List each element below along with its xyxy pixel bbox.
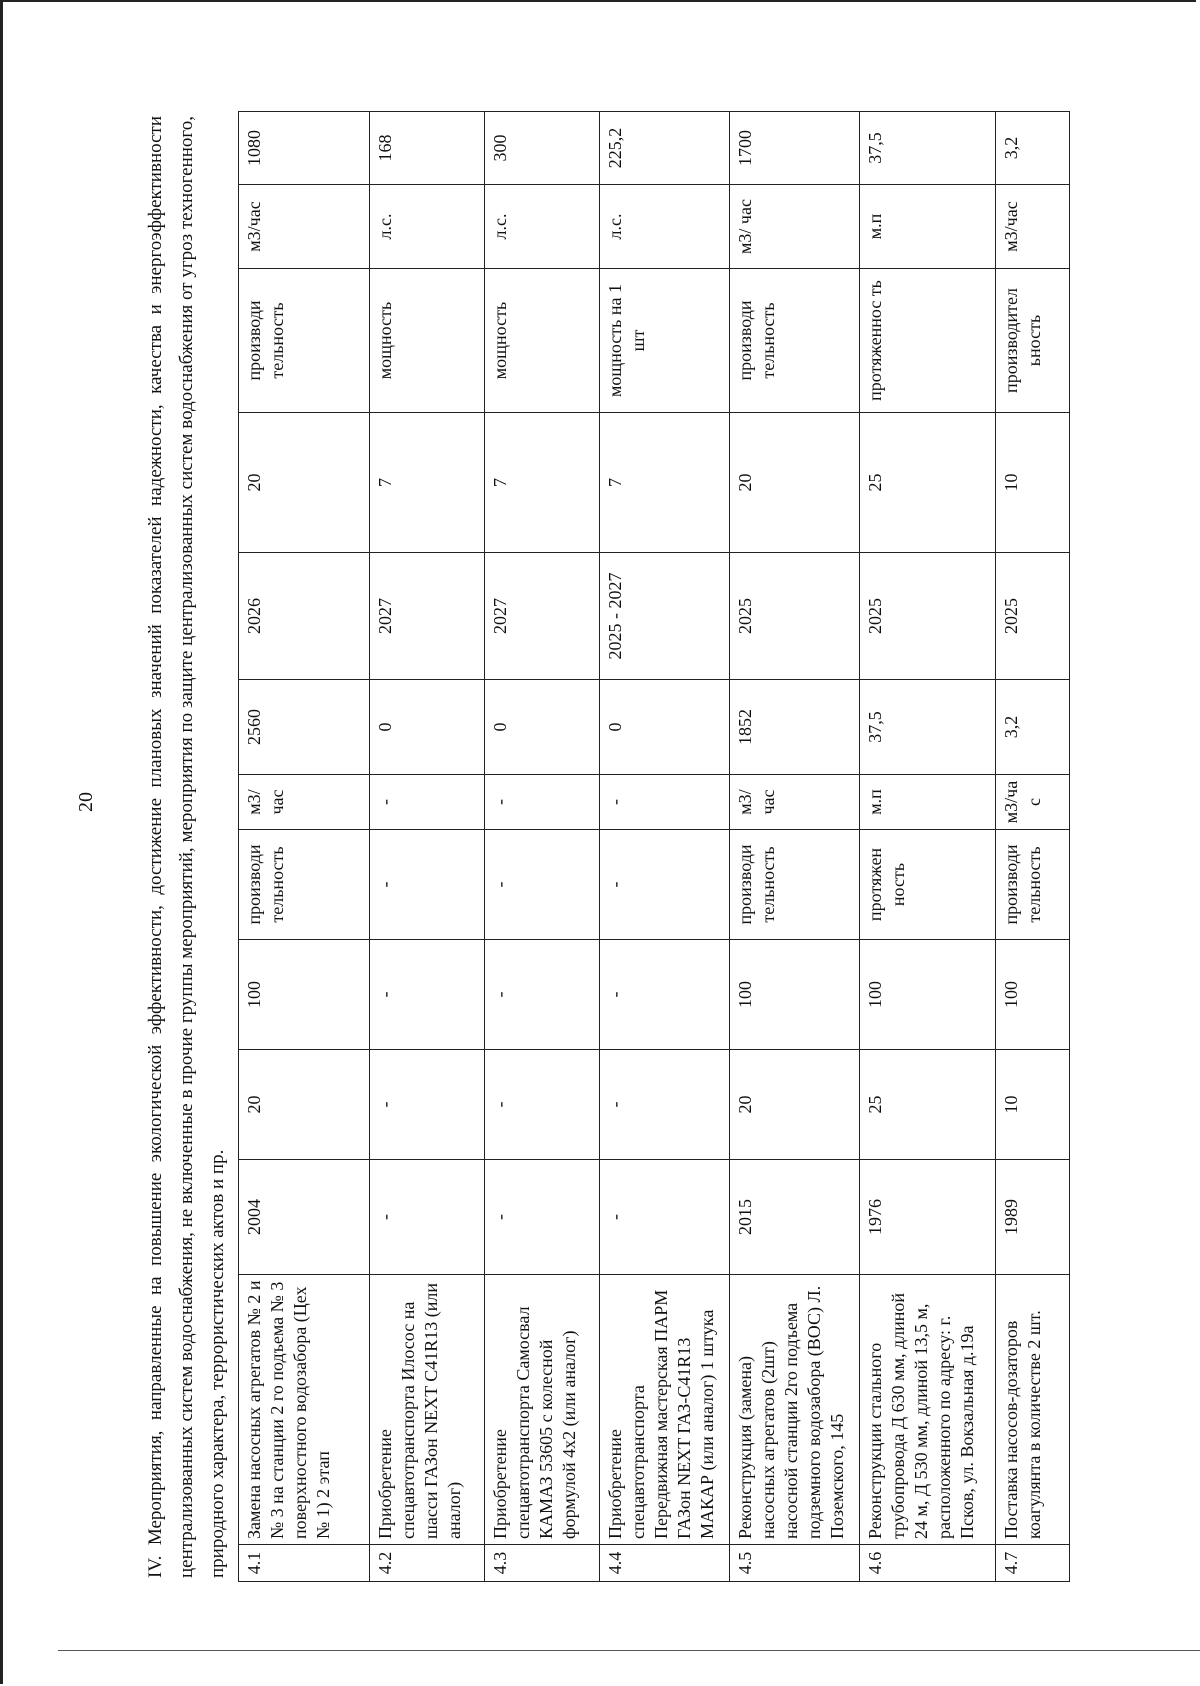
plan-wear: 20 [239,413,370,553]
new-unit: м3/час [995,185,1069,269]
new-value: 1700 [729,112,859,185]
new-characteristic: производи тельность [729,269,859,413]
new-characteristic: мощность [484,269,599,413]
table-row [995,112,1069,1582]
plan-wear: 7 [484,413,599,553]
plan-year: 2025 [995,553,1069,680]
measure-name: Приобретение спецавтотранспорта Передвижная мастерская ПАРМ ГАЗон NEXT ГАЗ-C41R13 МАКАР (или аналог) 1 штука [600,1275,730,1545]
value: 0 [484,680,599,775]
row-number: 4.2 [369,1545,484,1582]
unit: м3/ час [239,775,370,830]
plan-year: 2027 [484,553,599,680]
characteristic: производи тельность [239,830,370,940]
row-number: 4.4 [600,1545,730,1582]
plan-wear: 7 [369,413,484,553]
load-percent: 100 [859,940,995,1050]
characteristic: - [600,830,730,940]
load-percent: 100 [995,940,1069,1050]
table-row [369,112,484,1582]
value: 0 [600,680,730,775]
new-value: 300 [484,112,599,185]
plan-wear: 10 [995,413,1069,553]
row-number: 4.3 [484,1545,599,1582]
wear-percent: 20 [729,1050,859,1160]
wear-percent: - [484,1050,599,1160]
year-commissioned: - [484,1160,599,1275]
unit: - [484,775,599,830]
wear-percent: - [369,1050,484,1160]
new-value: 225,2 [600,112,730,185]
table-row [484,112,599,1582]
unit: - [600,775,730,830]
load-percent: 100 [239,940,370,1050]
plan-year: 2025 [859,553,995,680]
characteristic: - [484,830,599,940]
wear-percent: 25 [859,1050,995,1160]
value: 37,5 [859,680,995,775]
characteristic: производи тельность [729,830,859,940]
load-percent: 100 [729,940,859,1050]
wear-percent: 20 [239,1050,370,1160]
characteristic: производи тельность [995,830,1069,940]
value: 0 [369,680,484,775]
wear-percent: 10 [995,1050,1069,1160]
new-characteristic: производи тельность [239,269,370,413]
measure-name: Приобретение спецавтотранспорта Илосос на шасси ГАЗон NEXT C41R13 (или аналог) [369,1275,484,1545]
plan-wear: 20 [729,413,859,553]
table-row [859,112,995,1582]
unit: м3/ча с [995,775,1069,830]
new-unit: л.с. [484,185,599,269]
row-number: 4.6 [859,1545,995,1582]
new-value: 3,2 [995,112,1069,185]
bottom-rule [58,1650,1200,1651]
measure-name: Поставка насосов-дозаторов коагулянта в количестве 2 шт. [995,1275,1069,1545]
unit: - [369,775,484,830]
measures-table [238,111,1070,1582]
measure-name: Приобретение спецавтотранспорта Самосвал КАМАЗ 53605 с колесной формулой 4х2 (или аналог) [484,1275,599,1545]
new-value: 168 [369,112,484,185]
section-heading: IV. Мероприятия, направленные на повышение экологической эффективности, достижение плановых значений показателей надежности, качества и энергоэффективности централизованных систем водоснабжения, не включенные в прочие группы мероприятий, мероприятия по защите централизованных систем водоснабжения от угроз техногенного, природного характера, террористических актов и пр. [145,116,228,1578]
row-number: 4.5 [729,1545,859,1582]
measure-name: Реконструкции стального трубопровода Д 630 мм, длиной 24 м, Д 530 мм, длиной 13,5 м, расположенного по адресу: г. Псков, ул. Вокзальная д.19а [859,1275,995,1545]
table-row [729,112,859,1582]
new-unit: л.с. [369,185,484,269]
plan-wear: 25 [859,413,995,553]
new-unit: м3/ час [729,185,859,269]
table-row [239,112,370,1582]
load-percent: - [369,940,484,1050]
new-characteristic: мощность [369,269,484,413]
new-characteristic: производител ьность [995,269,1069,413]
new-unit: л.с. [600,185,730,269]
plan-year: 2025 - 2027 [600,553,730,680]
year-commissioned: - [369,1160,484,1275]
row-number: 4.1 [239,1545,370,1582]
row-number: 4.7 [995,1545,1069,1582]
year-commissioned: 2015 [729,1160,859,1275]
year-commissioned: 1989 [995,1160,1069,1275]
wear-percent: - [600,1050,730,1160]
characteristic: - [369,830,484,940]
unit: м.п [859,775,995,830]
load-percent: - [484,940,599,1050]
value: 2560 [239,680,370,775]
value: 1852 [729,680,859,775]
new-value: 37,5 [859,112,995,185]
page-number: 20 [75,792,97,812]
year-commissioned: 2004 [239,1160,370,1275]
rotated-sheet [140,112,1070,1582]
measure-name: Реконструкция (замена) насосных агрегатов (2шт) насосной станции 2го подъема подземного водозабора (ВОС) Л. Поземского, 145 [729,1275,859,1545]
new-unit: м3/час [239,185,370,269]
plan-wear: 7 [600,413,730,553]
new-unit: м.п [859,185,995,269]
plan-year: 2027 [369,553,484,680]
year-commissioned: - [600,1160,730,1275]
value: 3,2 [995,680,1069,775]
load-percent: - [600,940,730,1050]
unit: м3/ час [729,775,859,830]
plan-year: 2026 [239,553,370,680]
new-characteristic: мощность на 1 шт [600,269,730,413]
characteristic: протяжен ность [859,830,995,940]
year-commissioned: 1976 [859,1160,995,1275]
new-value: 1080 [239,112,370,185]
table-row [600,112,730,1582]
plan-year: 2025 [729,553,859,680]
measure-name: Замена насосных агрегатов № 2 и № 3 на станции 2 го подъема № 3 поверхностного водозабора (Цех № 1) 2 этап [239,1275,370,1545]
new-characteristic: протяженнос ть [859,269,995,413]
